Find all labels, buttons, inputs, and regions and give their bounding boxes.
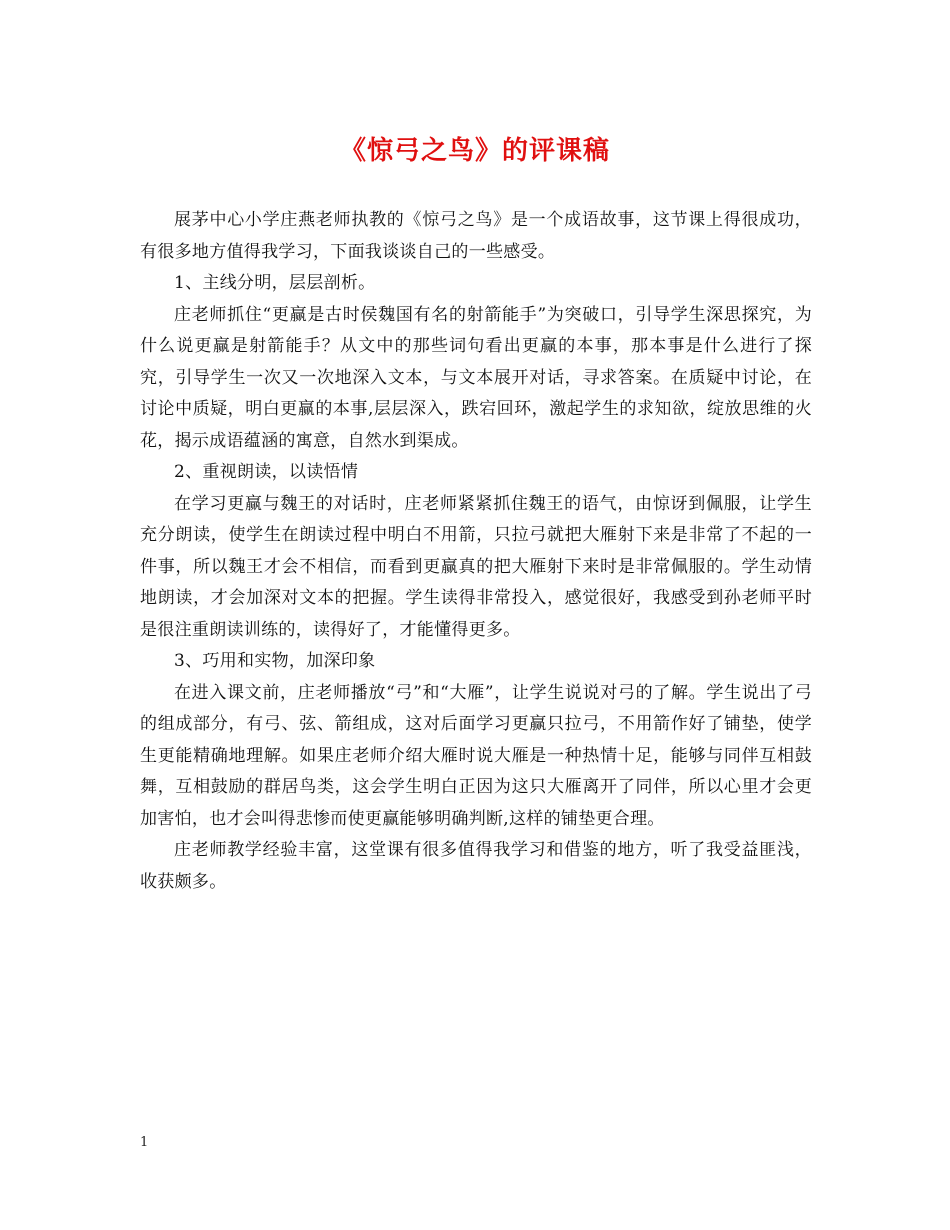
paragraph-point-3: 在进入课文前，庄老师播放“弓”和“大雁”，让学生说说对弓的了解。学生说出了弓的组成部分，有弓、弦、箭组成，这对后面学习更赢只拉弓，不用箭作好了铺垫，使学生更能精确地理解。如果庄老师介绍大雁时说大雁是一种热情十足，能够与同伴互相鼓舞，互相鼓励的群居鸟类，这会学生明白正因为这只大雁离开了同伴，所以心里才会更加害怕，也才会叫得悲惨而使更赢能够明确判断,这样的铺垫更合理。 bbox=[140, 682, 812, 829]
heading-point-3: 3、巧用和实物，加深印象 bbox=[174, 651, 376, 671]
heading-point-1: 1、主线分明，层层剖析。 bbox=[174, 273, 376, 293]
paragraph-point-2: 在学习更赢与魏王的对话时，庄老师紧紧抓住魏王的语气，由惊讶到佩服，让学生充分朗读，使学生在朗读过程中明白不用箭，只拉弓就把大雁射下来是非常了不起的一件事，所以魏王才会不相信，而看到更赢真的把大雁射下来时是非常佩服的。学生动情地朗读，才会加深对文本的把握。学生读得非常投入，感觉很好，我感受到孙老师平时是很注重朗读训练的，读得好了，才能懂得更多。 bbox=[140, 493, 812, 640]
heading-point-2: 2、重视朗读，以读悟情 bbox=[174, 462, 359, 482]
page-number: 1 bbox=[140, 1135, 149, 1150]
paragraph-intro: 展茅中心小学庄燕老师执教的《惊弓之鸟》是一个成语故事，这节课上得很成功，有很多地方值得我学习，下面我谈谈自己的一些感受。 bbox=[140, 210, 812, 262]
paragraph-point-1: 庄老师抓住“更赢是古时侯魏国有名的射箭能手”为突破口，引导学生深思探究，为什么说更赢是射箭能手？从文中的那些词句看出更赢的本事，那本事是什么进行了探究，引导学生一次又一次地深入文本，与文本展开对话，寻求答案。在质疑中讨论，在讨论中质疑，明白更赢的本事,层层深入，跌宕回环，激起学生的求知欲，绽放思维的火花，揭示成语蕴涵的寓意，自然水到渠成。 bbox=[140, 304, 812, 451]
document-body bbox=[140, 205, 812, 898]
paragraph-conclusion: 庄老师教学经验丰富，这堂课有很多值得我学习和借鉴的地方，听了我受益匪浅，收获颇多。 bbox=[140, 840, 812, 892]
document-title: 《惊弓之鸟》的评课稿 bbox=[339, 136, 610, 166]
